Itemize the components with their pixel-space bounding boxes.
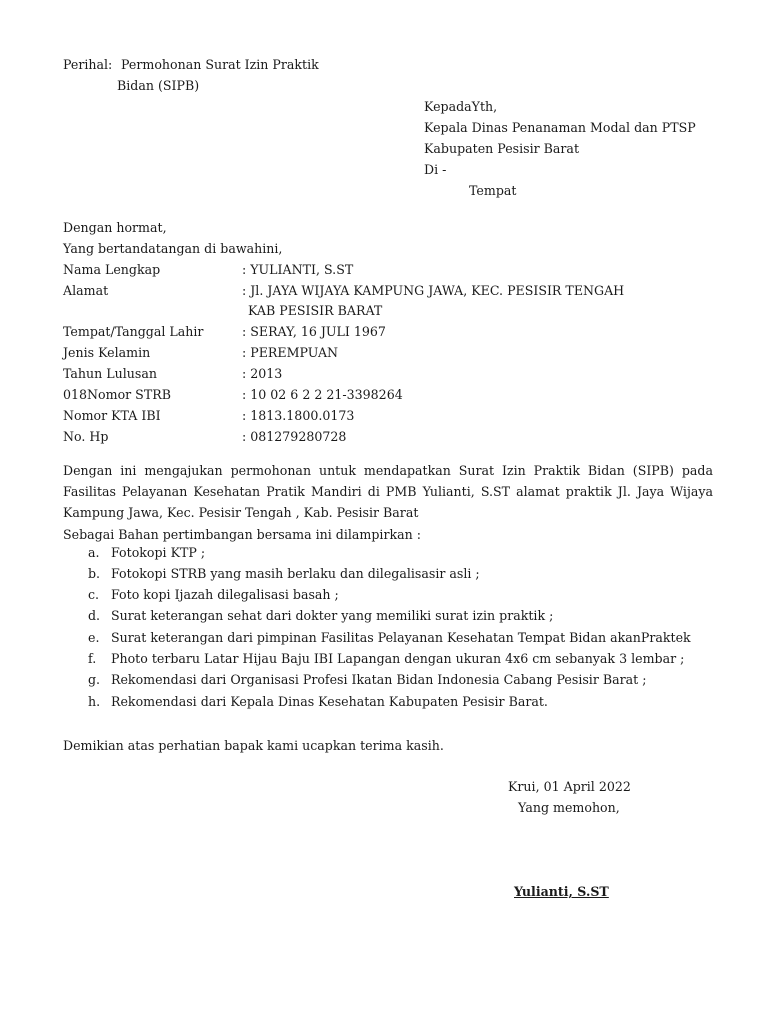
list-item-text: Fotokopi KTP ; xyxy=(111,545,206,560)
list-marker: g. xyxy=(88,672,101,687)
field-label-graduation: Tahun Lulusan xyxy=(63,366,157,381)
subject-line-2: Bidan (SIPB) xyxy=(117,78,200,93)
recipient-office: Kepala Dinas Penanaman Modal dan PTSP xyxy=(424,120,696,135)
intro-line: Yang bertandatangan di bawahini, xyxy=(63,241,283,256)
list-item-text: Rekomendasi dari Kepala Dinas Kesehatan Kabupaten Pesisir Barat. xyxy=(111,694,548,709)
list-marker: a. xyxy=(88,545,100,560)
recipient-di: Di - xyxy=(424,162,447,177)
field-value-birth: : SERAY, 16 JULI 1967 xyxy=(242,324,386,339)
field-value-address: : Jl. JAYA WIJAYA KAMPUNG JAWA, KEC. PESISIR TENGAH xyxy=(242,283,625,298)
field-label-gender: Jenis Kelamin xyxy=(63,345,151,360)
list-item-text: Rekomendasi dari Organisasi Profesi Ikatan Bidan Indonesia Cabang Pesisir Barat ; xyxy=(111,672,647,687)
field-value-gender: : PEREMPUAN xyxy=(242,345,339,360)
field-label-name: Nama Lengkap xyxy=(63,262,161,277)
field-value-phone: : 081279280728 xyxy=(242,429,347,444)
attachments-intro: Sebagai Bahan pertimbangan bersama ini dilampirkan : xyxy=(63,527,421,542)
list-marker: b. xyxy=(88,566,101,581)
request-paragraph: Dengan ini mengajukan permohonan untuk mendapatkan Surat Izin Praktik Bidan (SIPB) pada Fasilitas Pelayanan Kesehatan Pratik Mandiri di PMB Yulianti, S.ST alamat praktik Jl. Jaya Wijaya Kampung Jawa, Kec. Pesisir Tengah , Kab. Pesisir Barat xyxy=(63,463,713,520)
field-label-kta: Nomor KTA IBI xyxy=(63,408,161,423)
list-marker: d. xyxy=(88,608,101,623)
field-label-birth: Tempat/Tanggal Lahir xyxy=(63,324,204,339)
place-date: Krui, 01 April 2022 xyxy=(508,779,631,794)
recipient-salutation: KepadaYth, xyxy=(424,99,498,114)
field-value-name: : YULIANTI, S.ST xyxy=(242,262,354,277)
list-marker: c. xyxy=(88,587,100,602)
field-value-address-2: KAB PESISIR BARAT xyxy=(248,303,383,318)
field-value-graduation: : 2013 xyxy=(242,366,283,381)
subject-line-1: Permohonan Surat Izin Praktik xyxy=(121,57,319,72)
subject-label: Perihal: xyxy=(63,57,113,72)
field-value-kta: : 1813.1800.0173 xyxy=(242,408,355,423)
closing-text: Demikian atas perhatian bapak kami ucapkan terima kasih. xyxy=(63,738,444,753)
signer-name: Yulianti, S.ST xyxy=(514,884,609,899)
field-label-strb: 018Nomor STRB xyxy=(63,387,171,402)
field-value-strb: : 10 02 6 2 2 21-3398264 xyxy=(242,387,403,402)
recipient-regency: Kabupaten Pesisir Barat xyxy=(424,141,580,156)
greeting: Dengan hormat, xyxy=(63,220,167,235)
list-item-text: Surat keterangan dari pimpinan Fasilitas Pelayanan Kesehatan Tempat Bidan akanPraktek xyxy=(111,630,691,645)
list-item-text: Foto kopi Ijazah dilegalisasi basah ; xyxy=(111,587,339,602)
list-item-text: Surat keterangan sehat dari dokter yang memiliki surat izin praktik ; xyxy=(111,608,554,623)
field-label-address: Alamat xyxy=(63,283,109,298)
list-item-text: Fotokopi STRB yang masih berlaku dan dilegalisasir asli ; xyxy=(111,566,480,581)
field-label-phone: No. Hp xyxy=(63,429,109,444)
sign-label: Yang memohon, xyxy=(518,800,620,815)
list-marker: e. xyxy=(88,630,100,645)
list-marker: f. xyxy=(88,651,97,666)
list-marker: h. xyxy=(88,694,101,709)
list-item-text: Photo terbaru Latar Hijau Baju IBI Lapangan dengan ukuran 4x6 cm sebanyak 3 lembar ; xyxy=(111,651,685,666)
recipient-tempat: Tempat xyxy=(469,183,517,198)
